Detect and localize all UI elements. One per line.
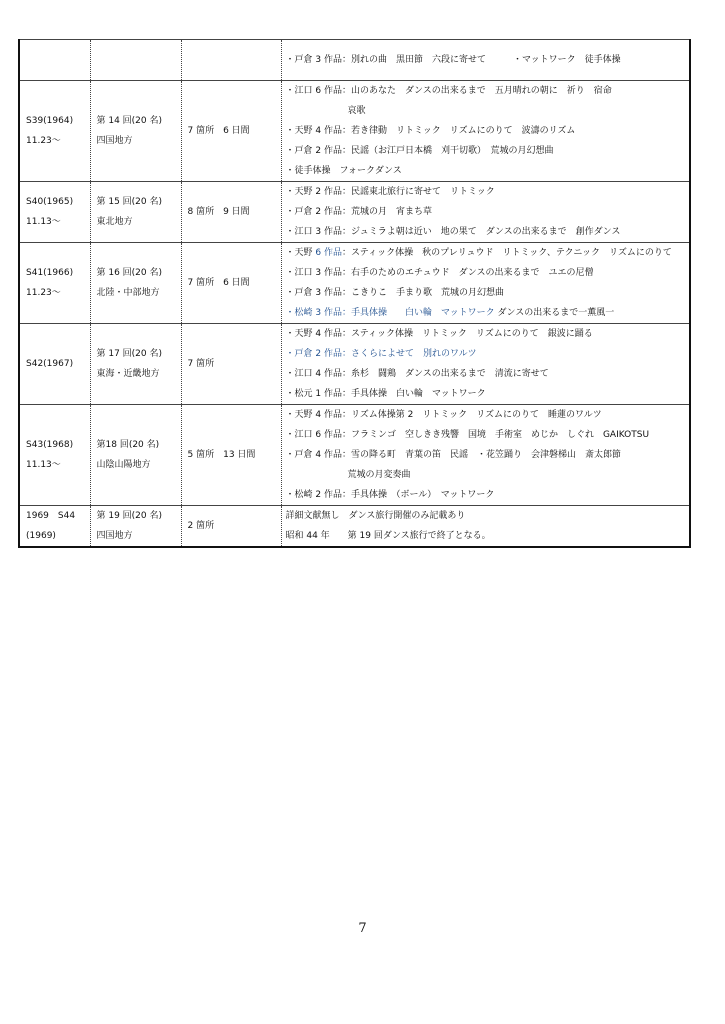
works-line (286, 263, 690, 283)
date-text: 11.23～ (26, 288, 61, 298)
date-text: (1969) (26, 531, 56, 541)
works-line (286, 161, 690, 181)
region-text: 四国地方 (96, 531, 133, 541)
session-cell (90, 182, 181, 243)
works-line (286, 243, 690, 263)
works-cell (281, 405, 690, 506)
works-line-text: 哀歌 (347, 106, 366, 116)
date-text: 11.13～ (26, 217, 61, 227)
session-cell (90, 506, 181, 548)
table-row (19, 324, 690, 405)
works-line-text: ダンスの出来るまで一薫風一 (494, 308, 615, 318)
page-number: 7 (358, 921, 367, 936)
table-body (19, 40, 690, 548)
places-text: 2 箇所 (187, 521, 215, 531)
dance-tour-table (18, 39, 689, 548)
works-line-text: ・江口 6 作品：フラミンゴ 空しきき残響 国境 手術室 めじか しぐれ GAIKOTSU (285, 430, 650, 440)
region-text (97, 60, 181, 80)
works-line-highlight: 6 作品 (315, 248, 342, 258)
session-cell (90, 243, 181, 324)
works-line-text: ・江口 6 作品：山のあなた ダンスの出来るまで 五月晴れの朝に 祈り 宿命 (285, 86, 612, 96)
works-line-text: ・天野 4 作品：若き律動 リトミック リズムにのりて 波濤のリズム (285, 126, 576, 136)
year-cell (19, 81, 90, 182)
works-line-text: ・天野 4 作品：スティック体操 リトミック リズムにのりて 銀波に踊る (285, 329, 593, 339)
places-text: 5 箇所 13 日間 (187, 450, 256, 460)
works-line (286, 425, 690, 445)
session-text: 第 15 回(20 名) (96, 197, 163, 207)
works-line-text: ・松元 1 作品：手具体操 白い輪 マットワーク (285, 389, 486, 399)
works-line (286, 101, 690, 121)
works-line (286, 303, 690, 323)
works-line (286, 283, 690, 303)
places-text: 8 箇所 9 日間 (187, 207, 250, 217)
works-cell (281, 40, 690, 81)
year-cell (19, 243, 90, 324)
region-text: 東海・近畿地方 (96, 369, 160, 379)
works-line-text: ・戸倉 3 作品：こきりこ 手まり歌 荒城の月幻想曲 (285, 288, 504, 298)
date-text: 11.13～ (26, 460, 61, 470)
works-line (286, 364, 690, 384)
places-cell (181, 405, 281, 506)
year-text: S40(1965) (26, 197, 74, 207)
year-text: 1969 S44 (26, 511, 76, 521)
works-cell (281, 81, 690, 182)
session-text: 第 16 回(20 名) (96, 268, 163, 278)
works-line (286, 182, 690, 202)
places-cell (181, 324, 281, 405)
works-line-text: 荒城の月変奏曲 (347, 470, 411, 480)
works-line-highlight: ・松崎 3 作品：手具体操 白い輪 マットワーク (285, 308, 495, 318)
table-row (19, 40, 690, 81)
table-row (19, 81, 690, 182)
works-line-text: ：スティック体操 秋のプレリュウド リトミック、テクニック リズムにのりて (341, 248, 672, 258)
year-text: S39(1964) (26, 116, 74, 126)
works-line (286, 121, 690, 141)
works-line (286, 81, 690, 101)
places-text: 7 箇所 6 日間 (187, 278, 250, 288)
year-text: S41(1966) (26, 268, 74, 278)
table-row (19, 243, 690, 324)
works-line-text: ・江口 3 作品：ジュミラよ朝は近い 地の果て ダンスの出来るまで 創作ダンス (285, 227, 621, 237)
session-text: 第 14 回(20 名) (96, 116, 163, 126)
works-line (286, 202, 690, 222)
works-cell (281, 506, 690, 548)
session-text: 第 17 回(20 名) (96, 349, 163, 359)
works-line (286, 405, 690, 425)
date-text: 11.23～ (26, 136, 61, 146)
year-cell (19, 40, 90, 81)
works-line (286, 344, 690, 364)
places-text: 7 箇所 6 日間 (187, 126, 250, 136)
places-cell (181, 40, 281, 81)
year-cell (19, 405, 90, 506)
year-cell (19, 324, 90, 405)
works-line (286, 50, 690, 70)
works-line-text: ・江口 4 作品：糸杉 闘鶏 ダンスの出来るまで 清流に寄せて (285, 369, 549, 379)
places-text: 7 箇所 (187, 359, 215, 369)
region-text: 山陰山陽地方 (96, 460, 151, 470)
works-line (286, 465, 690, 485)
works-line (286, 506, 690, 526)
places-cell (181, 81, 281, 182)
year-text (26, 50, 90, 70)
places-cell (181, 243, 281, 324)
session-text: 第 19 回(20 名) (96, 511, 163, 521)
session-text: 第18 回(20 名) (96, 440, 160, 450)
works-line (286, 384, 690, 404)
works-line-text: ・戸倉 3 作品：別れの曲 黒田節 六段に寄せて ・マットワーク 徒手体操 (285, 55, 621, 65)
works-cell (281, 243, 690, 324)
works-line-text: ・戸倉 2 作品：民謡（お江戸日本橋 刈干切歌） 荒城の月幻想曲 (285, 146, 554, 156)
region-text: 東北地方 (96, 217, 133, 227)
works-line (286, 324, 690, 344)
year-cell (19, 182, 90, 243)
session-text (97, 40, 181, 60)
table-row (19, 506, 690, 548)
works-line-text: ・松崎 2 作品：手具体操 （ボール） マットワーク (285, 490, 495, 500)
works-line-text: ・戸倉 2 作品：荒城の月 宵まち草 (285, 207, 432, 217)
works-line-highlight: ・戸倉 2 作品：さくらによせて 別れのワルツ (285, 349, 477, 359)
session-cell (90, 40, 181, 81)
year-cell (19, 506, 90, 548)
works-line-text: 詳細文献無し ダンス旅行開催のみ記載あり (285, 511, 466, 521)
session-cell (90, 405, 181, 506)
works-cell (281, 182, 690, 243)
works-line (286, 141, 690, 161)
works-line-prefix: ・天野 (285, 248, 316, 258)
works-line (286, 222, 690, 242)
region-text: 北陸・中部地方 (96, 288, 160, 298)
works-line-text: ・天野 4 作品：リズム体操第 2 リトミック リズムにのりて 睡蓮のワルツ (285, 410, 602, 420)
places-cell (181, 506, 281, 548)
works-line (286, 445, 690, 465)
works-line-text: 昭和 44 年 第 19 回ダンス旅行で終了となる。 (285, 531, 491, 541)
region-text: 四国地方 (96, 136, 133, 146)
session-cell (90, 324, 181, 405)
works-line (286, 526, 690, 546)
works-cell (281, 324, 690, 405)
works-line-text: ・徒手体操 フォークダンス (285, 166, 402, 176)
year-text: S42(1967) (26, 359, 74, 369)
works-line-text: ・戸倉 4 作品：雪の降る町 青葉の笛 民謡 ・花笠踊り 会津磐梯山 斎太郎節 (285, 450, 621, 460)
works-line-text: ・天野 2 作品：民謡東北旅行に寄せて リトミック (285, 187, 495, 197)
table-row (19, 182, 690, 243)
table-row (19, 405, 690, 506)
places-cell (181, 182, 281, 243)
year-text: S43(1968) (26, 440, 74, 450)
session-cell (90, 81, 181, 182)
works-line-text: ・江口 3 作品：右手のためのエチュウド ダンスの出来るまで ユエの尼僧 (285, 268, 594, 278)
history-table (18, 39, 691, 548)
works-line (286, 485, 690, 505)
